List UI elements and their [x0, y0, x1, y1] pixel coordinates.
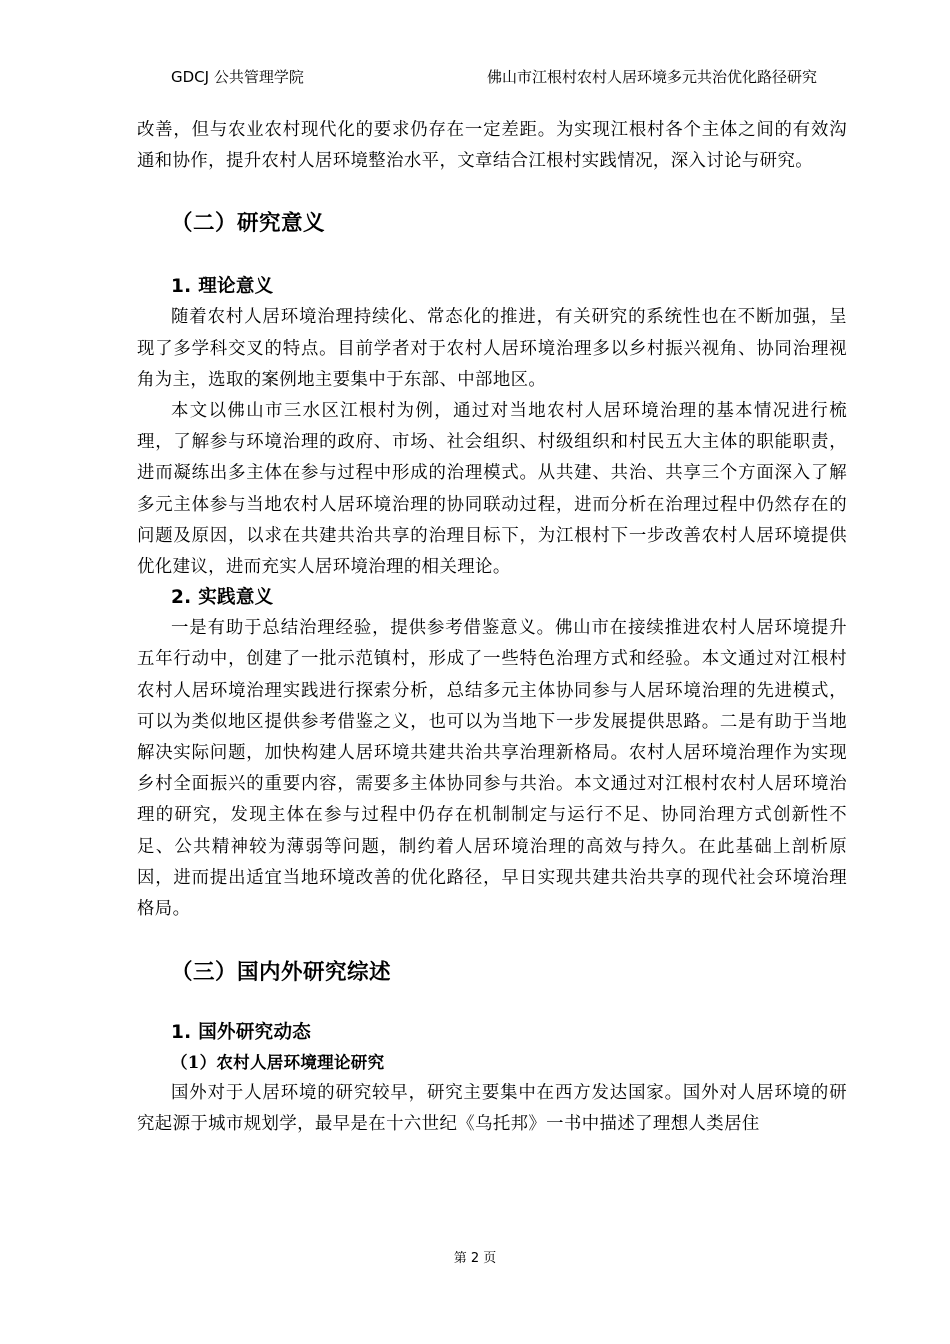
paragraph-practice-1: 一是有助于总结治理经验，提供参考借鉴意义。佛山市在接续推进农村人居环境提升五年行动中，创建了一批示范镇村，形成了一些特色治理方式和经验。本文通过对江根村农村人居环境治理实践进行探索分析，总结多元主体协同参与人居环境治理的先进模式，可以为类似地区提供参考借鉴之义，也可以为当地下一步发展提供思路。二是有助于当地解决实际问题，加快构建人居环境共建共治共享治理新格局。农村人居环境治理作为实现乡村全面振兴的重要内容，需要多主体协同参与共治。本文通过对江根村农村人居环境治理的研究，发现主体在参与过程中仍存在机制制定与运行不足、协同治理方式创新性不足、公共精神较为薄弱等问题，制约着人居环境治理的高效与持久。在此基础上剖析原因，进而提出适宜当地环境改善的优化路径，早日实现共建共治共享的现代社会环境治理格局。 [137, 618, 847, 920]
subheading-theoretical-significance: 1. 理论意义 [171, 276, 274, 298]
paragraph-foreign-1: 国外对于人居环境的研究较早，研究主要集中在西方发达国家。国外对人居环境的研究起源于城市规划学，最早是在十六世纪《乌托邦》一书中描述了理想人类居住 [137, 1083, 847, 1135]
section-heading-research-significance: （二）研究意义 [171, 211, 326, 237]
page-number: 第 2 页 [453, 1251, 497, 1266]
subheading-foreign-research: 1. 国外研究动态 [171, 1022, 312, 1044]
header-institution: GDCJ 公共管理学院 [171, 68, 304, 86]
item-heading-rural-environment-theory: （1）农村人居环境理论研究 [171, 1053, 385, 1073]
subheading-practical-significance: 2. 实践意义 [171, 587, 274, 609]
paragraph-theory-2: 本文以佛山市三水区江根村为例，通过对当地农村人居环境治理的基本情况进行梳理，了解参与环境治理的政府、市场、社会组织、村级组织和村民五大主体的职能职责，进而凝练出多主体在参与过程中形成的治理模式。从共建、共治、共享三个方面深入了解多元主体参与当地农村人居环境治理的协同联动过程，进而分析在治理过程中仍然存在的问题及原因，以求在共建共治共享的治理目标下，为江根村下一步改善农村人居环境提供优化建议，进而充实人居环境治理的相关理论。 [137, 401, 847, 578]
header-paper-title: 佛山市江根村农村人居环境多元共治优化路径研究 [486, 68, 817, 86]
intro-paragraph-tail: 改善，但与农业农村现代化的要求仍存在一定差距。为实现江根村各个主体之间的有效沟通和协作，提升农村人居环境整治水平，文章结合江根村实践情况，深入讨论与研究。 [137, 120, 847, 172]
section-heading-literature-review: （三）国内外研究综述 [171, 960, 392, 986]
page-body [137, 115, 847, 1141]
paragraph-theory-1: 随着农村人居环境治理持续化、常态化的推进，有关研究的系统性也在不断加强，呈现了多学科交叉的特点。目前学者对于农村人居环境治理多以乡村振兴视角、协同治理视角为主，选取的案例地主要集中于东部、中部地区。 [137, 307, 847, 390]
page-header [0, 66, 950, 88]
